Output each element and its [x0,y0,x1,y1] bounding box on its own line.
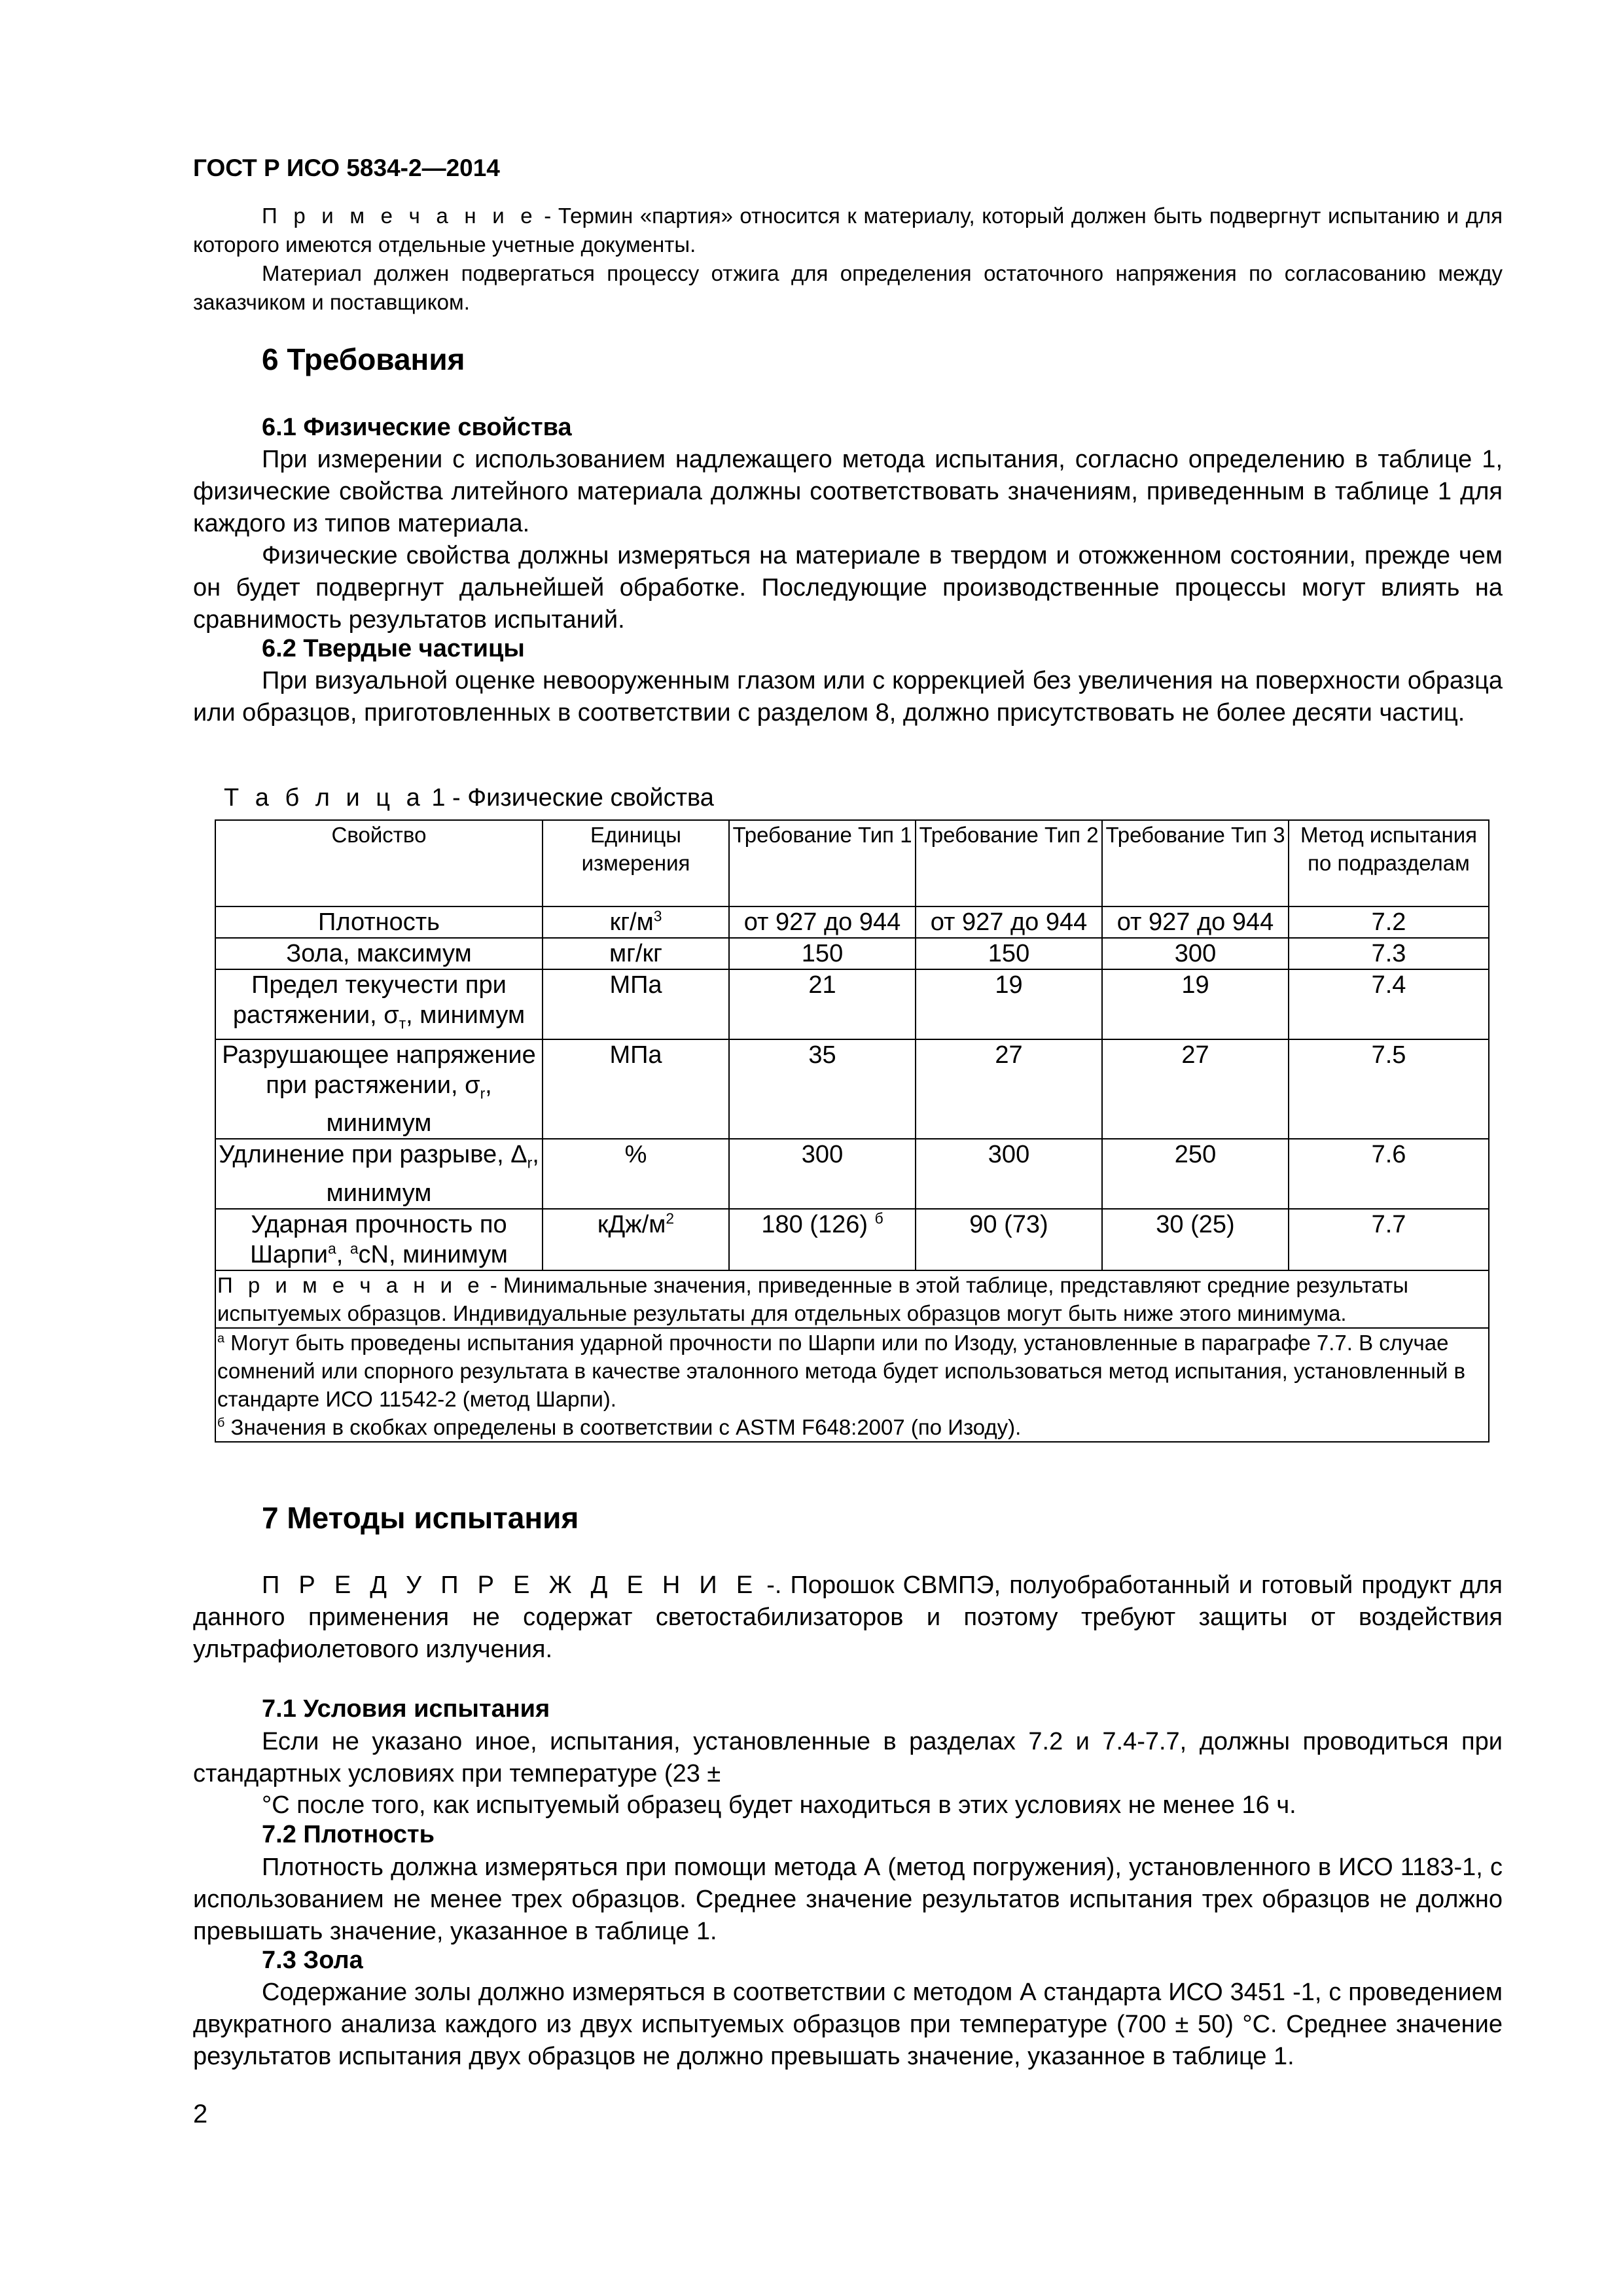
standard-code: ГОСТ Р ИСО 5834-2—2014 [193,154,500,181]
table-note-row [215,1270,1489,1328]
section-7-3-paragraph: Содержание золы должно измеряться в соответствии с методом А стандарта ИСО 3451 -1, с проведением двукратного анализа каждого из двух испытуемых образцов при температуре (700 ± 50) °С. Среднее значение результатов испытания двух образцов не должно превышать значение, указанное в таблице 1. [193,1979,1503,2070]
section-6-title: 6 Требования [262,342,465,376]
table-footnotes-row [215,1328,1489,1442]
header-type-2: Требование Тип 2 [916,820,1102,906]
section-7-1-paragraph-1: Если не указано иное, испытания, установленные в разделах 7.2 и 7.4-7.7, должны проводиться при стандартных условиях при температуре (23 ± [193,1728,1503,1787]
cell-type-3: 300 [1102,938,1289,969]
cell-unit: $кг/м^3$ [543,906,729,938]
section-6-2-title: 6.2 Твердые частицы [262,635,525,662]
cell-type-1: 35 [729,1039,916,1139]
table-caption [224,784,714,812]
cell-method: 7.5 [1289,1039,1489,1139]
cell-unit: кДж/$м^2$ [543,1209,729,1270]
cell-property: Ударная прочность по Шарпи$^a$, $^a$cN, минимум [215,1209,543,1270]
cell-type-1: 150 [729,938,916,969]
cell-unit: МПа [543,1039,729,1139]
cell-property: Удлинение при разрыве, $\Delta_r$, минимум [215,1139,543,1209]
section-6-1-title: 6.1 Физические свойства [262,414,572,441]
header-property: Свойство [215,820,543,906]
table-row [215,906,1489,938]
table-caption-text: 1 - Физические свойства [424,784,714,812]
cell-type-2: 27 [916,1039,1102,1139]
warning-paragraph [193,1570,1503,1666]
cell-unit: МПа [543,969,729,1039]
table-note: П р и м е ч а н и е - Минимальные значения, приведенные в этой таблице, представляют средние результаты испытуемых образцов. Индивидуальные результаты для отдельных образцов могут быть ниже этого минимума. [215,1270,1489,1328]
cell-type-1: от 927 до 944 [729,906,916,938]
cell-type-3: от 927 до 944 [1102,906,1289,938]
header-units: Единицы измерения [543,820,729,906]
table-footnotes [215,1328,1489,1442]
cell-property: Зола, максимум [215,938,543,969]
cell-method: 7.3 [1289,938,1489,969]
physical-properties-table [215,819,1489,1443]
header-type-3: Требование Тип 3 [1102,820,1289,906]
cell-property: Плотность [215,906,543,938]
cell-type-1: 180 (126) $^б$ [729,1209,916,1270]
cell-property: Разрушающее напряжение при растяжении, $\sigma_r$, минимум [215,1039,543,1139]
cell-method: 7.6 [1289,1139,1489,1209]
cell-type-2: 90 (73) [916,1209,1102,1270]
table-row [215,938,1489,969]
section-6-1-paragraph-1: При измерении с использованием надлежащего метода испытания, согласно определению в таблице 1, физические свойства литейного материала должны соответствовать значениям, приведенным в таблице 1 для каждого из типов материала. [193,446,1503,537]
section-7-3-title: 7.3 Зола [262,1946,363,1974]
cell-method: 7.7 [1289,1209,1489,1270]
header-type-1: Требование Тип 1 [729,820,916,906]
cell-method: 7.4 [1289,969,1489,1039]
section-7-title: 7 Методы испытания [262,1501,579,1535]
cell-type-1: 300 [729,1139,916,1209]
section-7-2-paragraph: Плотность должна измеряться при помощи метода А (метод погружения), установленного в ИСО 1183-1, с использованием не менее трех образцов. Среднее значение результатов испытания трех образцов не должно превышать значение, указанное в таблице 1. [193,1854,1503,1945]
cell-type-1: 21 [729,969,916,1039]
note-annealing: Материал должен подвергаться процессу отжига для определения остаточного напряжения по согласованию между заказчиком и поставщиком. [193,261,1503,314]
cell-type-2: 19 [916,969,1102,1039]
section-7-1-paragraph-2: °С после того, как испытуемый образец будет находиться в этих условиях не менее 16 ч. [262,1791,1296,1819]
table-header-row [215,820,1489,906]
table-row [215,1209,1489,1270]
cell-unit: мг/кг [543,938,729,969]
note-text: - Термин «партия» относится к материалу, который должен быть подвергнут испытанию и для которого имеются отдельные учетные документы. [193,204,1503,257]
cell-type-3: 27 [1102,1039,1289,1139]
warning-text: -. Порошок СВМПЭ, полуобработанный и готовый продукт для данного применения не содержат светостабилизаторов и поэтому требуют защиты от воздействия ультрафиолетового излучения. [193,1571,1503,1663]
cell-type-3: 19 [1102,969,1289,1039]
note-batch [193,202,1503,259]
page-number: 2 [193,2100,208,2128]
table-caption-label: Т а б л и ц а [224,784,425,812]
section-6-2-paragraph: При визуальной оценке невооруженным глазом или с коррекцией без увеличения на поверхности образца или образцов, приготовленных в соответствии с разделом 8, должно присутствовать не более десяти частиц. [193,667,1503,726]
cell-property: Предел текучести при растяжении, $\sigma_т$, минимум [215,969,543,1039]
section-6-1-paragraph-2: Физические свойства должны измеряться на материале в твердом и отожженном состоянии, прежде чем он будет подвергнут дальнейшей обработке. Последующие производственные процессы могут влиять на сравнимость результатов испытаний. [193,542,1503,634]
cell-type-2: 300 [916,1139,1102,1209]
table-row [215,1039,1489,1139]
section-7-2-title: 7.2 Плотность [262,1821,435,1848]
cell-type-3: 30 (25) [1102,1209,1289,1270]
cell-type-3: 250 [1102,1139,1289,1209]
table-row [215,969,1489,1039]
header-method: Метод испытания по подразделам [1289,820,1489,906]
cell-type-2: 150 [916,938,1102,969]
warning-label: П Р Е Д У П Р Е Ж Д Е Н И Е [262,1571,758,1599]
cell-method: 7.2 [1289,906,1489,938]
note-label: П р и м е ч а н и е [262,204,537,228]
footnote-b: $^б$ Значения в скобках определены в соответствии с ASTM F648:2007 (по Изоду). [217,1414,1022,1439]
table-row [215,1139,1489,1209]
footnote-a: $^а$ Могут быть проведены испытания ударной прочности по Шарпи или по Изоду, установленные в параграфе 7.7. В случае сомнений или спорного результата в качестве эталонного метода будет использоваться метод испытания, установленный в стандарте ИСО 11542-2 (метод Шарпи). [217,1330,1466,1411]
cell-unit: % [543,1139,729,1209]
section-7-1-title: 7.1 Условия испытания [262,1695,550,1723]
cell-type-2: от 927 до 944 [916,906,1102,938]
